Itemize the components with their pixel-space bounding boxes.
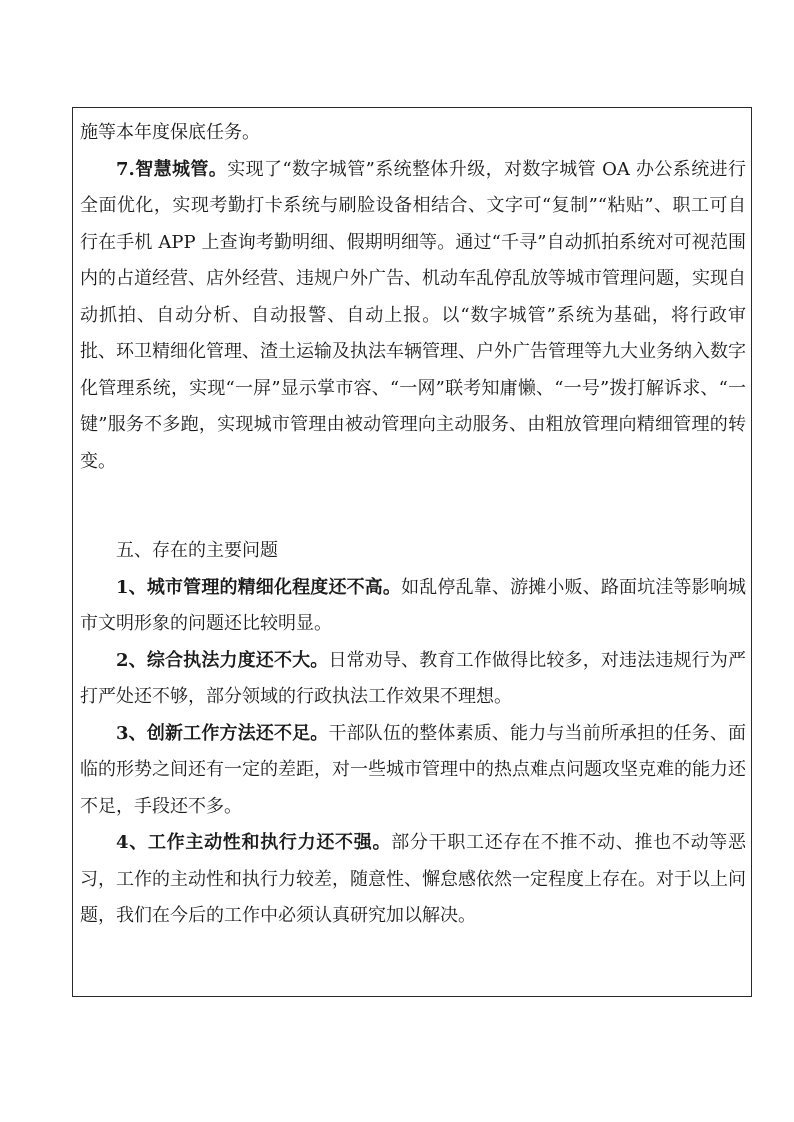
item-7-paragraph (80, 152, 746, 481)
issue-3-title: 3、创新工作方法还不足。 (116, 722, 329, 744)
issue-3-body: 干部队伍的整体素质、能力与当前所承担的任务、面临的形势之间还有一定的差距，对一些城市管理中的热点难点问题攻坚克难的能力还不足，手段还不多。 (80, 722, 747, 817)
issue-4-title: 4、工作主动性和执行力还不强。 (116, 832, 392, 853)
issue-4-body: 部分干职工还存在不推不动、推也不动等恶习，工作的主动性和执行力较差，随意性、懈怠感依然一定程度上存在。对于以上问题，我们在今后的工作中必须认真研究加以解决。 (80, 832, 747, 926)
issue-1-paragraph (80, 570, 746, 643)
item-7-body: 实现了“数字城管”系统整体升级，对数字城管 OA 办公系统进行全面优化，实现考勤打卡系统与刷脸设备相结合、文字可“复制”“粘贴”、职工可自行在手机 APP 上查询考勤明细、假期明细等。通过“千寻”自动抓拍系统对可视范围内的占道经营、店外经营、违规户外广告、机动车乱停乱放等城市管理问题，实现自动抓拍、自动分析、自动报警、自动上报。以“数字城管”系统为基础，将行政审批、环卫精细化管理、渣土运输及执法车辆管理、户外广告管理等九大业务纳入数字化管理系统，实现“一屏”显示掌市容、“一网”联考知庸懒、“一号”拨打解诉求、“一键”服务不多跑，实现城市管理由被动管理向主动服务、由粗放管理向精细管理的转变。 (80, 158, 746, 472)
issue-4-paragraph (80, 825, 746, 935)
continuation-paragraph (80, 115, 746, 152)
continuation-text: 施等本年度保底任务。 (80, 122, 260, 143)
issue-2-title: 2、综合执法力度还不大。 (116, 649, 329, 671)
issue-1-body: 如乱停乱靠、游摊小贩、路面坑洼等影响城市文明形象的问题还比较明显。 (80, 576, 747, 634)
issue-1-title: 1、城市管理的精细化程度还不高。 (116, 576, 402, 598)
issue-3-paragraph (80, 716, 746, 826)
item-7-title: 7.智慧城管。 (116, 158, 228, 180)
issue-2-body: 日常劝导、教育工作做得比较多，对违法违规行为严打严处还不够，部分领域的行政执法工作效果不理想。 (80, 649, 747, 707)
issue-2-paragraph (80, 643, 746, 716)
document-body (80, 115, 746, 935)
section-5-heading: 五、存在的主要问题 (116, 540, 278, 561)
